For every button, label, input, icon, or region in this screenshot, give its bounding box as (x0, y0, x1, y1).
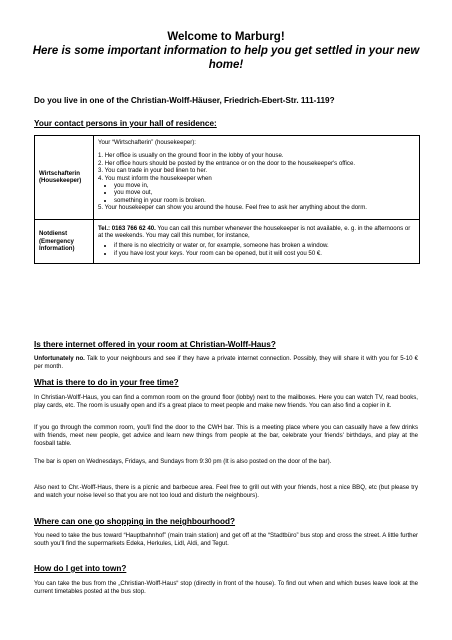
town-heading: How do I get into town? (34, 564, 127, 573)
free-time-p4: Also next to Chr.-Wolff-Haus, there is a picnic and barbecue area. Feel free to grill out with your friends, host a nice BBQ, etc (but please try and watch your noise level so that you are not too loud and disturb the neighbours). (34, 484, 418, 499)
housekeeper-intro: Your “Wirtschafterin” (housekeeper): (98, 139, 196, 146)
table-row (35, 219, 420, 264)
title-line-1: Welcome to Marburg! (167, 31, 285, 43)
contacts-heading: Your contact persons in your hall of residence: (34, 119, 217, 128)
housekeeper-item-1: 1. Her office is usually on the ground floor in the lobby of your house. (98, 152, 284, 160)
free-time-heading: What is there to do in your free time? (34, 378, 179, 387)
free-time-p2: If you go through the common room, you'll find the door to the CWH bar. This is a meeting place where you can casually have a few drinks with friends, meet new people, get advice and learn new things from people at the bar, celebrate your friends' birthdays, and play at the foosball table. (34, 424, 418, 447)
emergency-text: You can call this number whenever the housekeeper is not available, e. g. in the afternoons or at the weekends. You may call this number, for instance, (98, 224, 411, 240)
page-title (30, 30, 422, 72)
shopping-heading: Where can one go shopping in the neighbourhood? (34, 517, 236, 526)
shopping-paragraph: You need to take the bus toward “Hauptbahnhof” (main train station) and get off at the “Stadtbüro” bus stop and cross the street. A little further south you'll find the supermarkets Edeka, Herkules, Lidl, Aldi, and Tegut. (34, 532, 418, 547)
list-item: • if you have lost your keys. Your room can be opened, but it will cost you 50 €. (114, 250, 415, 257)
list-item: • if there is no electricity or water or, for example, someone has broken a window. (114, 242, 415, 249)
free-time-p1: In Christian-Wolff-Haus, you can find a common room on the ground floor (lobby) next to the mailboxes. Here you can watch TV, read books, play cards, etc. The room is usually open and it's a great place to meet people and make new friends. You can also find a copier in it. (34, 394, 418, 409)
emergency-phone: Tel.: 0163 766 62 40. (98, 224, 156, 232)
list-item: • you move in, (114, 182, 415, 189)
town-paragraph: You can take the bus from the „Christian-Wolff-Haus“ stop (directly in front of the house). To find out when and which buses leave look at the current timetables posted at the bus stop. (34, 580, 418, 595)
emergency-cell (94, 219, 420, 264)
question-heading: Do you live in one of the Christian-Wolff-Häuser, Friedrich-Ebert-Str. 111-119? (34, 96, 335, 105)
housekeeper-item-3: 3. You can trade in your bed linen to her. (98, 167, 208, 175)
internet-answer: Unfortunately no. (34, 355, 85, 362)
internet-text: Talk to your neighbours and see if they have a private internet connection. Possibly, they will share it with you for 5-10 € per month. (34, 355, 418, 370)
internet-paragraph (34, 355, 418, 371)
housekeeper-item-4: 4. You must inform the housekeeper when (98, 174, 212, 182)
housekeeper-label: Wirtschafterin (Housekeeper) (35, 136, 94, 220)
emergency-list (98, 242, 415, 257)
list-item: • something in your room is broken. (114, 197, 415, 204)
emergency-text-block (98, 225, 415, 240)
title-line-2: Here is some important information to help you get settled in your new home! (32, 45, 420, 71)
housekeeper-sublist (98, 182, 415, 204)
table-row (35, 136, 420, 220)
contacts-table (34, 135, 420, 264)
housekeeper-item-2: 2. Her office hours should be posted by the entrance or on the door to the housekeeper's office. (98, 159, 356, 167)
emergency-label: Notdienst (Emergency Information) (35, 219, 94, 264)
list-item: • you move out, (114, 189, 415, 196)
housekeeper-item-5: 5. Your housekeeper can show you around the house. Feel free to ask her anything about the dorm. (98, 204, 367, 212)
internet-heading: Is there internet offered in your room at Christian-Wolff-Haus? (34, 340, 276, 349)
free-time-p3: The bar is open on Wednesdays, Fridays, and Sundays from 9:30 pm (It is also posted on the door of the bar). (34, 458, 332, 465)
housekeeper-cell (94, 136, 420, 220)
